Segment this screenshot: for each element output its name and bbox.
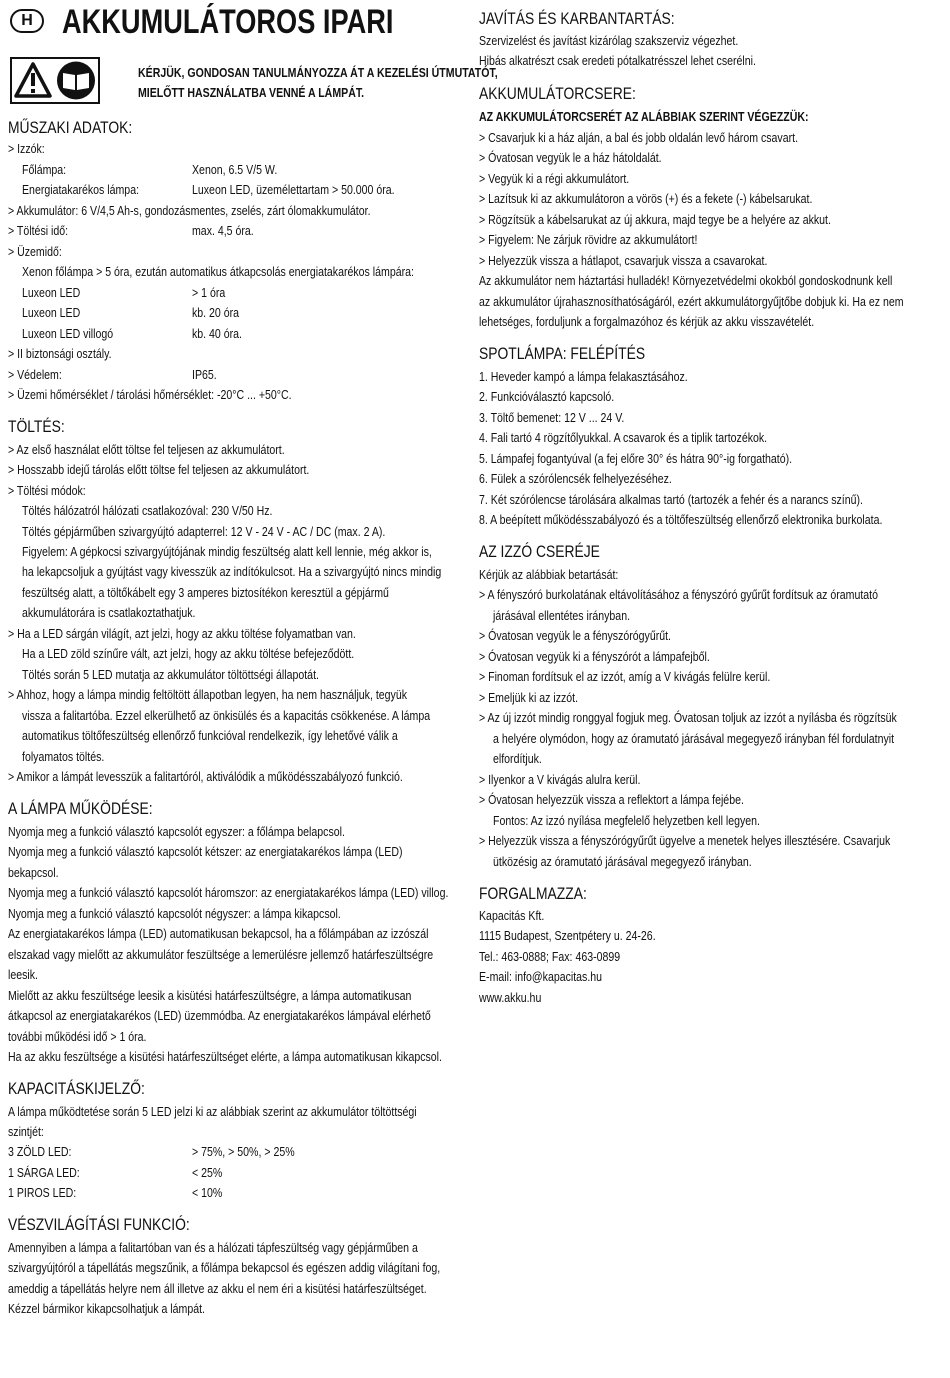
spec-value: > 1 óra <box>192 286 226 300</box>
text-line: > Helyezzük vissza a hátlapot, csavarjuk vissza a csavarokat. <box>479 254 768 268</box>
text-line: folyamatos töltés. <box>22 750 105 764</box>
text-line: a helyére olymódon, hogy az óramutató járásával megegyező irányban fél fordulatnyit <box>493 732 895 746</box>
subheading: AZ AKKUMULÁTORCSERÉT AZ ALÁBBIAK SZERINT VÉGEZZÜK: <box>479 110 809 124</box>
spec-value: Luxeon LED, üzemélettartam > 50.000 óra. <box>192 183 395 197</box>
text-line: > Emeljük ki az izzót. <box>479 691 579 705</box>
text-line: > Finoman fordítsuk el az izzót, amíg a V kivágás felülre kerül. <box>479 670 771 684</box>
text-line: > Az új izzót mindig ronggyal fogjuk meg. Óvatosan toljuk az izzót a nyílásba és rögzítsük <box>479 711 897 725</box>
text-line: elszakad vagy mielőtt az akkumulátor feszültsége a lemerülésre jellemző határfeszültségre <box>8 948 434 962</box>
spec-line: Xenon főlámpa > 5 óra, ezután automatikus átkapcsolás energiatakarékos lámpára: <box>22 265 414 279</box>
text-line: Fontos: Az izzó nyílása megfelelő helyzetben kell legyen. <box>493 814 760 828</box>
text-line: A lámpa működtetése során 5 LED jelzi ki az alábbiak szerint az akkumulátor töltöttségi <box>8 1105 417 1119</box>
company-address: 1115 Budapest, Szentpétery u. 24-26. <box>479 929 656 943</box>
text-line: > Helyezzük vissza a fényszórógyűrűt ügyelve a menetek helyes illesztésére. Csavarjuk <box>479 834 891 848</box>
text-line: lehetséges, forduljunk a forgalmazóhoz és kérjük az akku visszavételét. <box>479 315 815 329</box>
spec-label: Energiatakarékos lámpa: <box>22 183 140 197</box>
text-line: Az energiatakarékos lámpa (LED) automatikusan bekapcsol, ha a főlámpában az izzószál <box>8 927 429 941</box>
text-line: > Töltési módok: <box>8 484 86 498</box>
text-line: > Amikor a lámpát levesszük a falitartóról, aktiválódik a működésszabályozó funkció. <box>8 770 403 784</box>
text-line: az akkumulátor újrahasznosíthatóságáról, ezért akkumulátorgyűjtőbe dobjuk ki. Ha ez nem <box>479 295 904 309</box>
spec-label: > Védelem: <box>8 368 62 382</box>
text-line: további működési idő > 1 óra. <box>8 1030 147 1044</box>
text-line: automatikus töltőfeszültség ellenőrző funkcióval rendelkezik, így lehetővé válik a <box>22 729 398 743</box>
heading-akkumulatorcsere: AKKUMULÁTORCSERE: <box>479 85 636 103</box>
text-line: szintjét: <box>8 1125 44 1139</box>
spec-line: > Üzemi hőmérséklet / tárolási hőmérséklet: -20°C ... +50°C. <box>8 388 292 402</box>
text-line: Nyomja meg a funkció választó kapcsolót kétszer: az energiatakarékos lámpa (LED) <box>8 845 403 859</box>
list-item: 2. Funkcióválasztó kapcsoló. <box>479 390 615 404</box>
text-line: > Ahhoz, hogy a lámpa mindig feltöltött állapotban legyen, ha nem használjuk, tegyük <box>8 688 408 702</box>
heading-toltes: TÖLTÉS: <box>8 418 65 436</box>
text-line: > Vegyük ki a régi akkumulátort. <box>479 172 630 186</box>
text-line: > Óvatosan helyezzük vissza a reflektort a lámpa fejébe. <box>479 793 744 807</box>
page-title: AKKUMULÁTOROS IPARI <box>62 3 394 41</box>
text-line: Töltés gépjárműben szivargyújtó adapterrel: 12 V - 24 V - AC / DC (max. 2 A). <box>22 525 386 539</box>
text-line: Szervizelést és javítást kizárólag szakszerviz végezhet. <box>479 34 739 48</box>
heading-lampa-mukodese: A LÁMPA MŰKÖDÉSE: <box>8 800 153 818</box>
led-label: 1 PIROS LED: <box>8 1186 77 1200</box>
spec-label: Luxeon LED villogó <box>22 327 114 341</box>
text-line: > Óvatosan vegyük ki a fényszórót a lámpafejből. <box>479 650 710 664</box>
text-line: feszültség alatt, a töltőkábelt egy 3 amperes biztosítékon keresztül a gépjármű <box>22 586 389 600</box>
text-line: > Az első használat előtt töltse fel teljesen az akkumulátort. <box>8 443 285 457</box>
text-line: ha lekapcsoljuk a gyújtást vagy kivesszük az indítókulcsot. Ha a szivargyújtó nincs mindig <box>22 565 442 579</box>
text-line: szivargyújtóról a tápellátás megszűnik, a főlámpa bekapcsol és egészen addig világítani fog, <box>8 1261 441 1275</box>
led-label: 3 ZÖLD LED: <box>8 1145 72 1159</box>
heading-izzo-csereje: AZ IZZÓ CSERÉJE <box>479 543 600 561</box>
text-line: ütközésig az óramutató járásával megegyező irányban. <box>493 855 752 869</box>
text-line: Nyomja meg a funkció választó kapcsolót négyszer: a lámpa kikapcsol. <box>8 907 341 921</box>
list-item: 5. Lámpafej fogantyúval (a fej előre 30° és hátra 90°-ig forgatható). <box>479 452 793 466</box>
read-manual-icon <box>57 62 95 100</box>
text-line: > Csavarjuk ki a ház alján, a bal és jobb oldalán levő három csavart. <box>479 131 799 145</box>
text-line: bekapcsol. <box>8 866 59 880</box>
text-line: ameddig a tápellátás helyre nem áll illetve az akku el nem éri a kisütési határfeszültséget. <box>8 1282 427 1296</box>
spec-label: Luxeon LED <box>22 286 81 300</box>
list-item: 1. Heveder kampó a lámpa felakasztásához. <box>479 370 688 384</box>
notice-line: KÉRJÜK, GONDOSAN TANULMÁNYOZZA ÁT A KEZELÉSI ÚTMUTATÓT, <box>138 66 498 80</box>
text-line: átkapcsol az energiatakarékos (LED) üzemmódba. Az energiatakarékos lámpával elérhető <box>8 1009 431 1023</box>
text-line: Kézzel bármikor kikapcsolhatjuk a lámpát. <box>8 1302 205 1316</box>
spec-line: > Üzemidő: <box>8 245 62 259</box>
list-item: 8. A beépített működésszabályozó és a töltőfeszültség ellenőrző elektronika burkolata. <box>479 513 883 527</box>
text-line: > Ilyenkor a V kivágás alulra kerül. <box>479 773 641 787</box>
notice-line: MIELŐTT HASZNÁLATBA VENNÉ A LÁMPÁT. <box>138 86 365 100</box>
spec-label: Főlámpa: <box>22 163 67 177</box>
text-line: Hibás alkatrészt csak eredeti pótalkatrésszel lehet cserélni. <box>479 54 756 68</box>
text-line: Ha az akku feszültsége a kisütési határfeszültséget elérte, a lámpa automatikusan kikapcsol. <box>8 1050 442 1064</box>
company-website: www.akku.hu <box>479 991 542 1005</box>
led-value: < 25% <box>192 1166 223 1180</box>
text-line: Töltés hálózatról hálózati csatlakozóval: 230 V/50 Hz. <box>22 504 273 518</box>
text-line: Nyomja meg a funkció választó kapcsolót háromszor: az energiatakarékos lámpa (LED) villog. <box>8 886 449 900</box>
text-line: elfordítjuk. <box>493 752 542 766</box>
heading-kapacitaskijelzo: KAPACITÁSKIJELZŐ: <box>8 1080 145 1098</box>
led-value: < 10% <box>192 1186 223 1200</box>
heading-muszaki-adatok: MŰSZAKI ADATOK: <box>8 119 133 137</box>
text-line: > Rögzítsük a kábelsarukat az új akkura, majd tegye be a helyére az akkut. <box>479 213 831 227</box>
text-line: > A fényszóró burkolatának eltávolításához a fényszóró gyűrűt fordítsuk az óramutató <box>479 588 878 602</box>
spec-line: > II biztonsági osztály. <box>8 347 112 361</box>
spec-label: Luxeon LED <box>22 306 81 320</box>
text-line: vissza a falitartóba. Ezzel elkerülhető az önkisülés és a kapacitás csökkenése. A lámpa <box>22 709 431 723</box>
list-item: 4. Fali tartó 4 rögzítőlyukkal. A csavarok és a tiplik tartozékok. <box>479 431 768 445</box>
led-value: > 75%, > 50%, > 25% <box>192 1145 295 1159</box>
heading-javitas: JAVÍTÁS ÉS KARBANTARTÁS: <box>479 10 675 28</box>
list-item: 3. Töltő bemenet: 12 V ... 24 V. <box>479 411 625 425</box>
text-line: Az akkumulátor nem háztartási hulladék! Környezetvédelmi okokból gondoskodnunk kell <box>479 274 893 288</box>
company-phone: Tel.: 463-0888; Fax: 463-0899 <box>479 950 621 964</box>
company-email: E-mail: info@kapacitas.hu <box>479 970 603 984</box>
spec-value: kb. 20 óra <box>192 306 240 320</box>
spec-line: > Izzók: <box>8 142 45 156</box>
heading-forgalmazza: FORGALMAZZA: <box>479 885 587 903</box>
warning-triangle-icon <box>16 64 50 96</box>
text-line: akkumulátorára is csatlakoztathatjuk. <box>22 606 196 620</box>
spec-line: > Akkumulátor: 6 V/4,5 Ah-s, gondozásmentes, zselés, zárt ólomakkumulátor. <box>8 204 371 218</box>
heading-spotlampa: SPOTLÁMPA: FELÉPÍTÉS <box>479 345 646 363</box>
text-line: > Figyelem: Ne zárjuk rövidre az akkumulátort! <box>479 233 698 247</box>
warning-pictograms <box>10 57 100 104</box>
text-line: Kérjük az alábbiak betartását: <box>479 568 619 582</box>
text-line: > Óvatosan vegyük le a fényszórógyűrűt. <box>479 629 672 643</box>
language-badge: H <box>10 9 44 33</box>
heading-veszvilagitas: VÉSZVILÁGÍTÁSI FUNKCIÓ: <box>8 1216 190 1234</box>
text-line: > Óvatosan vegyük le a ház hátoldalát. <box>479 151 662 165</box>
text-line: Ha a LED zöld színűre vált, azt jelzi, hogy az akku töltése befejeződött. <box>22 647 355 661</box>
spec-label: > Töltési idő: <box>8 224 69 238</box>
text-line: járásával ellentétes irányban. <box>493 609 631 623</box>
text-line: Figyelem: A gépkocsi szivargyújtójának mindig feszültség alatt kell lennie, még akkor is, <box>22 545 432 559</box>
list-item: 6. Fülek a szórólencsék felhelyezéséhez. <box>479 472 672 486</box>
list-item: 7. Két szórólencse tárolására alkalmas tartó (tartozék a fehér és a narancs színű). <box>479 493 863 507</box>
company-name: Kapacitás Kft. <box>479 909 545 923</box>
text-line: Nyomja meg a funkció választó kapcsolót egyszer: a főlámpa belapcsol. <box>8 825 345 839</box>
text-line: > Lazítsuk ki az akkumulátoron a vörös (+) és a fekete (-) kábelsarukat. <box>479 192 813 206</box>
spec-value: Xenon, 6.5 V/5 W. <box>192 163 278 177</box>
spec-value: max. 4,5 óra. <box>192 224 254 238</box>
text-line: leesik. <box>8 968 38 982</box>
spec-value: IP65. <box>192 368 217 382</box>
led-label: 1 SÁRGA LED: <box>8 1166 80 1180</box>
text-line: Mielőtt az akku feszültsége leesik a kisütési határfeszültségre, a lámpa automatikusan <box>8 989 412 1003</box>
text-line: Töltés során 5 LED mutatja az akkumulátor töltöttségi állapotát. <box>22 668 319 682</box>
text-line: > Hosszabb idejű tárolás előtt töltse fel teljesen az akkumulátort. <box>8 463 310 477</box>
text-line: > Ha a LED sárgán világít, azt jelzi, hogy az akku töltése folyamatban van. <box>8 627 356 641</box>
spec-value: kb. 40 óra. <box>192 327 242 341</box>
text-line: Amennyiben a lámpa a falitartóban van és a hálózati tápfeszültség vagy gépjárműben a <box>8 1241 418 1255</box>
